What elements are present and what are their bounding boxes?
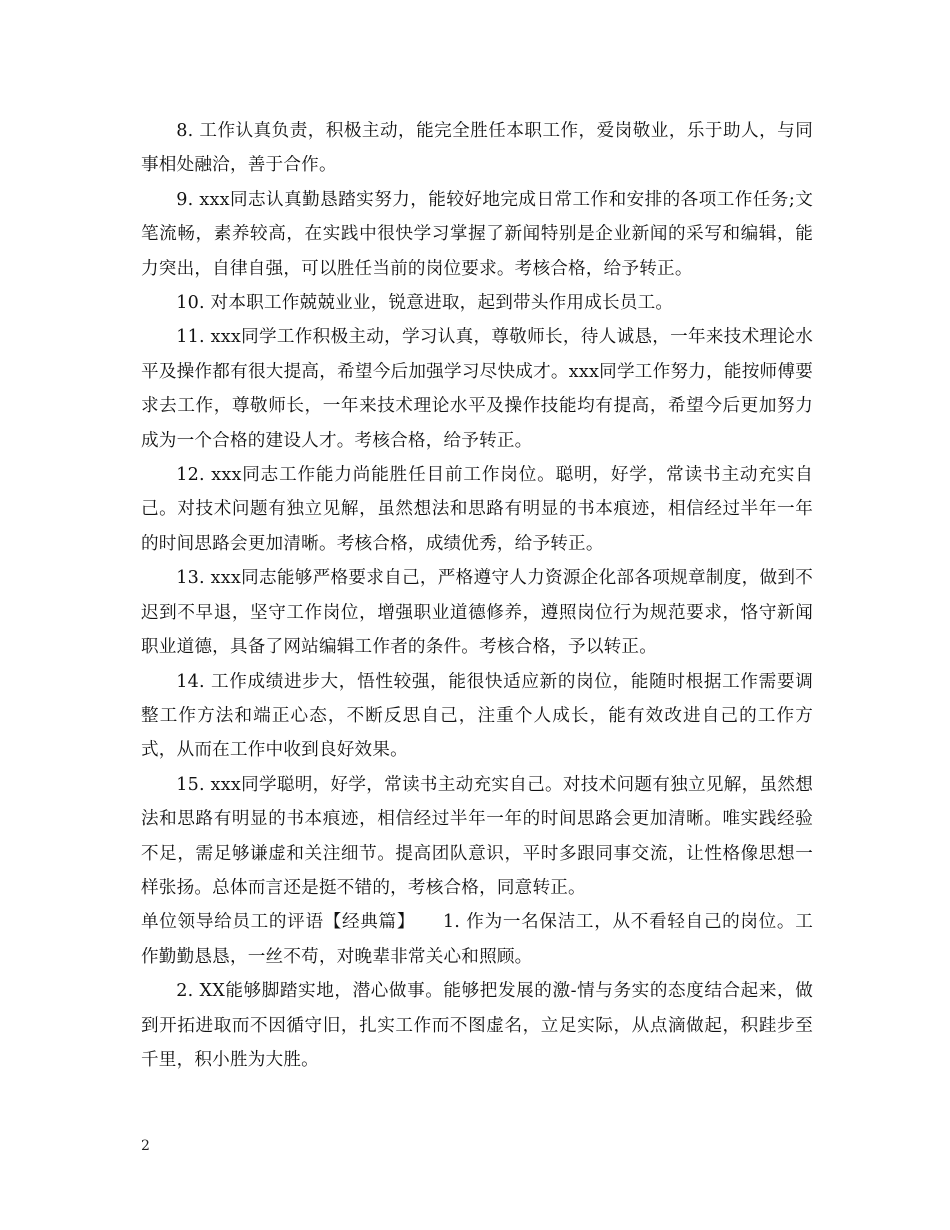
page-number: 2 — [141, 1138, 150, 1154]
paragraph-item-10: 10. 对本职工作兢兢业业，锐意进取，起到带头作用成长员工。 — [176, 293, 674, 314]
paragraph-item-8: 8. 工作认真负责，积极主动，能完全胜任本职工作，爱岗敬业，乐于助人，与同事相处融洽，善于合作。 — [141, 121, 813, 176]
paragraph-item-13: 13. xxx同志能够严格要求自己，严格遵守人力资源企化部各项规章制度，做到不迟到不早退，坚守工作岗位，增强职业道德修养，遵照岗位行为规范要求，恪守新闻职业道德，具备了网站编辑工作者的条件。考核合格，予以转正。 — [141, 568, 813, 658]
paragraph-item-2: 2. XX能够脚踏实地，潜心做事。能够把发展的激-情与务实的态度结合起来，做到开拓进取而不因循守旧，扎实工作而不图虚名，立足实际，从点滴做起，积跬步至千里，积小胜为大胜。 — [141, 981, 813, 1070]
document-body — [141, 114, 813, 1077]
paragraph-item-11: 11. xxx同学工作积极主动，学习认真，尊敬师长，待人诚恳，一年来技术理论水平及操作都有很大提高，希望今后加强学习尽快成才。xxx同学工作努力，能按师傅要求去工作，尊敬师长，一年来技术理论水平及操作技能均有提高，希望今后更加努力成为一个合格的建设人才。考核合格，给予转正。 — [141, 327, 813, 451]
section-heading-paragraph: 单位领导给员工的评语【经典篇】 1. 作为一名保洁工，从不看轻自己的岗位。工作勤勤恳恳，一丝不苟，对晚辈非常关心和照顾。 — [141, 912, 813, 967]
paragraph-item-12: 12. xxx同志工作能力尚能胜任目前工作岗位。聪明，好学，常读书主动充实自己。对技术问题有独立见解，虽然想法和思路有明显的书本痕迹，相信经过半年一年的时间思路会更加清晰。考核合格，成绩优秀，给予转正。 — [141, 465, 813, 554]
paragraph-item-14: 14. 工作成绩进步大，悟性较强，能很快适应新的岗位，能随时根据工作需要调整工作方法和端正心态，不断反思自己，注重个人成长，能有效改进自己的工作方式，从而在工作中收到良好效果。 — [141, 671, 813, 761]
paragraph-item-9: 9. xxx同志认真勤恳踏实努力，能较好地完成日常工作和安排的各项工作任务;文笔流畅，素养较高，在实践中很快学习掌握了新闻特别是企业新闻的采写和编辑，能力突出，自律自强，可以胜任当前的岗位要求。考核合格，给予转正。 — [141, 189, 813, 279]
paragraph-item-15: 15. xxx同学聪明，好学，常读书主动充实自己。对技术问题有独立见解，虽然想法和思路有明显的书本痕迹，相信经过半年一年的时间思路会更加清晰。唯实践经验不足，需足够谦虚和关注细节。提高团队意识，平时多跟同事交流，让性格像思想一样张扬。总体而言还是挺不错的，考核合格，同意转正。 — [141, 774, 813, 898]
